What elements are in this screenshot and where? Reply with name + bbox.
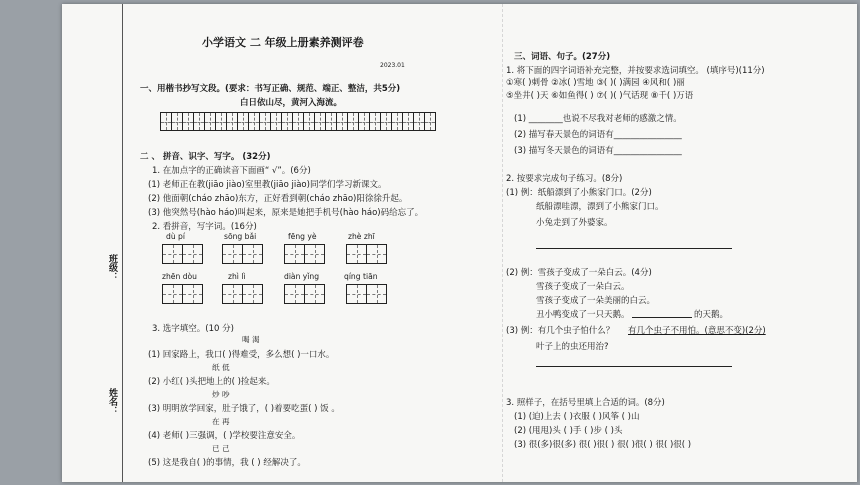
write-box-6[interactable] [222, 284, 262, 304]
q3-title: 3. 选字填空。(10 分) [152, 324, 234, 334]
s3-q1-row1: ①寒( )刺骨 ②冰( )雪地 ③( )( )满园 ④风和( )丽 [506, 78, 685, 88]
s3-q2-ex1: (1) 例：纸船漂到了小熊家门口。(2分) [506, 188, 652, 198]
pair-2: 纸 低 [212, 363, 230, 372]
pinyin-6: zhì lì [228, 272, 246, 281]
q1-line-2: (2) 他面朝(cháo zhāo)东方，正好看到朝(cháo zhāo)阳徐徐升起。 [148, 194, 408, 204]
answer-line-3[interactable] [536, 366, 732, 367]
section2-heading: 二 、 拼音、识字、写字。 (32分) [140, 152, 271, 162]
write-box-5[interactable] [162, 284, 202, 304]
q1-line-3: (3) 他突然号(hào háo)叫起来，原来是她把手机号(hào háo)码给忘了。 [148, 208, 424, 218]
pinyin-5: zhēn dòu [162, 272, 197, 281]
section1-heading: 一、用楷书抄写文段。(要求：书写正确、规范、端正、整洁，共5分) [140, 84, 401, 94]
q3-line-1: (1) 回家路上，我口( )得难受，多么想( )一口水。 [148, 350, 335, 360]
s3-q2-ex3: (3) 例：有几个虫子怕什么？ [506, 326, 615, 336]
q1-title: 1. 在加点字的正确读音下面画“ √”。(6分) [152, 166, 311, 176]
pair-5: 已 己 [212, 444, 230, 453]
s3-q2-ex1c: 小兔走到了外婆家。 [536, 218, 613, 228]
pinyin-8: qíng tiān [344, 272, 378, 281]
s3-q1-item2: (2) 描写春天景色的词语有________________ [514, 130, 682, 140]
write-box-7[interactable] [284, 284, 324, 304]
q3-line-3: (3) 明明放学回家，肚子饿了，( )着要吃蛋( ) 饭 。 [148, 404, 340, 414]
s3-q2-ex3c: 叶子上的虫还用治? [536, 342, 609, 352]
page-title: 小学语文 二 年级上册素养测评卷 [202, 36, 364, 49]
answer-line-1[interactable] [536, 248, 732, 249]
s3-q2-ex2d: 丑小鸭变成了一只天鹅。 [536, 310, 630, 320]
write-box-4[interactable] [346, 244, 386, 264]
answer-blank-2[interactable] [632, 317, 692, 318]
pair-1: 喝 渴 [242, 335, 260, 344]
exam-date: 2023.01 [380, 62, 405, 69]
section3-heading: 三、词语、句子。(27分) [514, 52, 611, 62]
name-label: 姓名： [107, 388, 117, 415]
pinyin-2: sōng bǎi [224, 232, 257, 241]
s3-q2-ex1b: 纸船漂哇漂，漂到了小熊家门口。 [536, 202, 664, 212]
s3-q3-line2: (2) (甩甩)头 ( )手 ( )步 ( )头 [514, 426, 623, 436]
s3-q1-item3: (3) 描写冬天景色的词语有________________ [514, 146, 682, 156]
s3-q1-title: 1. 将下面的四字词语补充完整，并按要求选词填空。 (填序号)(11分) [506, 66, 765, 76]
s3-q2-ex2b: 雪孩子变成了一朵白云。 [536, 282, 630, 292]
s3-q1-item1: (1) ________也说不尽我对老师的感激之情。 [514, 114, 682, 124]
pinyin-4: zhè zhī [348, 232, 375, 241]
exam-sheet [62, 4, 857, 482]
write-box-3[interactable] [284, 244, 324, 264]
pair-4: 在 再 [212, 417, 230, 426]
binding-line [122, 4, 123, 482]
q3-line-5: (5) 这是我自( )的事情，我 ( ) 经解决了。 [148, 458, 306, 468]
class-label: 班级： [107, 254, 117, 281]
page-fold [502, 4, 503, 482]
pinyin-1: dù pí [166, 232, 185, 241]
s3-q1-row2: ⑤坐井( )天 ⑥如鱼得( ) ⑦( )( )气话现 ⑧千( )万语 [506, 91, 694, 101]
q2-title: 2. 看拼音，写字词。(16分) [152, 222, 257, 232]
s3-q3-line1: (1) (迫)上去 ( )衣服 ( )风筝 ( )山 [514, 412, 640, 422]
q1-line-1: (1) 老师正在教(jiāo jiào)室里教(jiāo jiào)同学们学习新课文。 [148, 180, 387, 190]
s3-q2-ex2: (2) 例：雪孩子变成了一朵白云。(4分) [506, 268, 652, 278]
q3-line-4: (4) 老师( )三强调，( )学校要注意安全。 [148, 431, 301, 441]
write-box-8[interactable] [346, 284, 386, 304]
write-box-1[interactable] [162, 244, 202, 264]
s3-q3-line3: (3) 很(多)很(多) 很( )很( ) 很( )很( ) 很( )很( ) [514, 440, 692, 450]
s3-q2-ex3b: 有几个虫子不用怕。(意思不变)(2分) [628, 326, 766, 336]
s3-q2-ex2c: 雪孩子变成了一朵美丽的白云。 [536, 296, 656, 306]
s3-q2-ex2e: 的天鹅。 [694, 310, 729, 320]
pinyin-7: diàn yǐng [284, 272, 320, 281]
s3-q2-title: 2. 按要求完成句子练习。(8分) [506, 174, 623, 184]
s3-q3-title: 3. 照样子，在括号里填上合适的词。(8分) [506, 398, 665, 408]
section1-verse: 白日依山尽，黄河入海流。 [240, 98, 343, 108]
pinyin-3: fēng yè [288, 232, 317, 241]
copy-grid [160, 112, 435, 131]
q3-line-2: (2) 小红( )头把地上的( )捡起来。 [148, 377, 275, 387]
write-box-2[interactable] [222, 244, 262, 264]
pair-3: 炒 吵 [212, 390, 230, 399]
